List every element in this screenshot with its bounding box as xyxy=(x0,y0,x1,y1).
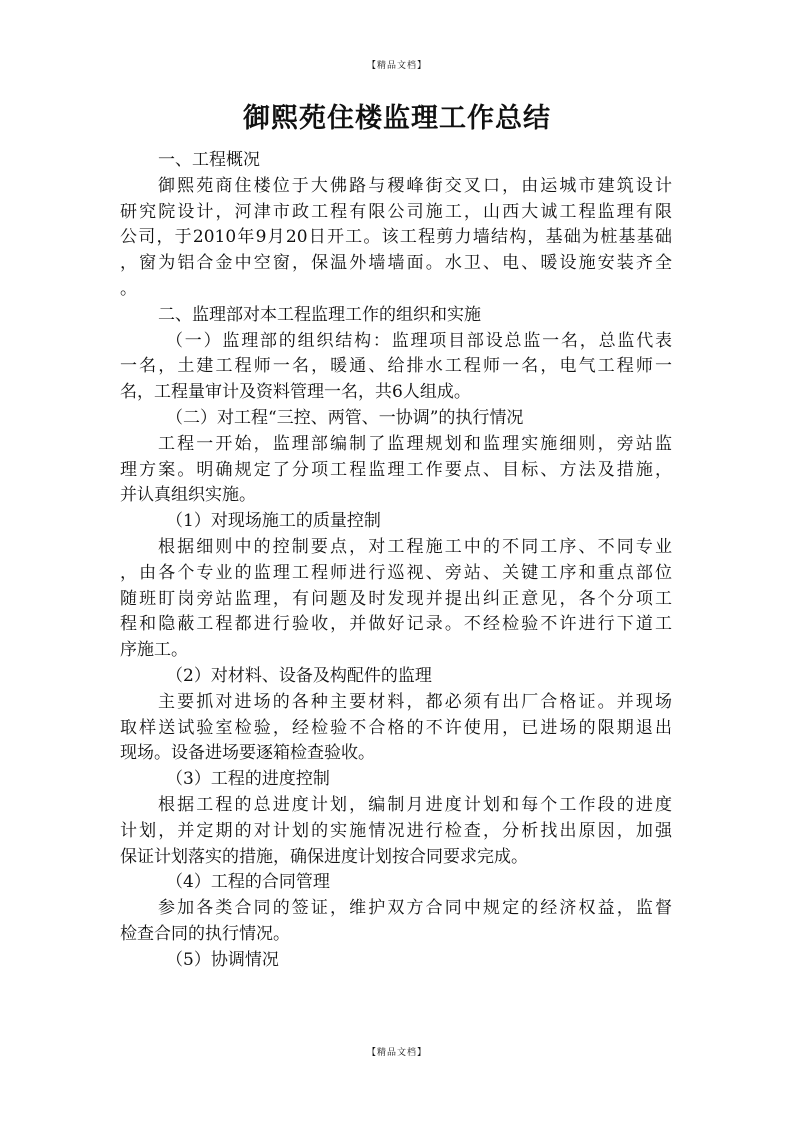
body-line: （一）监理部的组织结构：监理项目部设总监一名，总监代表 xyxy=(166,330,672,351)
footer-watermark: 【精品文档】 xyxy=(366,1048,427,1058)
body-line: 并认真组织实施。 xyxy=(120,485,256,506)
body-line: 一名，土建工程师一名，暖通、给排水工程师一名，电气工程师一 xyxy=(120,356,672,377)
document-title: 御熙苑住楼监理工作总结 xyxy=(243,103,551,134)
document-body xyxy=(120,148,672,974)
body-line: 取样送试验室检验，经检验不合格的不许使用，已进场的限期退出 xyxy=(120,717,672,738)
body-line: 名，工程量审计及资料管理一名，共6人组成。 xyxy=(120,382,471,403)
body-line: 主要抓对进场的各种主要材料，都必须有出厂合格证。并现场 xyxy=(158,691,672,712)
body-line: 根据细则中的控制要点，对工程施工中的不同工序、不同专业 xyxy=(158,536,672,557)
body-line: 理方案。明确规定了分项工程监理工作要点、目标、方法及措施， xyxy=(120,459,672,480)
body-line: 根据工程的总进度计划，编制月进度计划和每个工作段的进度 xyxy=(158,794,672,815)
body-line: 现场。设备进场要逐箱检查验收。 xyxy=(120,743,375,764)
body-line: 计划，并定期的对计划的实施情况进行检查，分析找出原因，加强 xyxy=(120,820,672,841)
body-line: （3）工程的进度控制 xyxy=(166,769,330,790)
body-line: （5）协调情况 xyxy=(166,949,279,970)
body-line: 保证计划落实的措施，确保进度计划按合同要求完成。 xyxy=(120,846,528,867)
body-line: 公司，于2010年9月20日开工。该工程剪力墙结构，基础为桩基基础 xyxy=(120,227,672,248)
body-line: ，窗为铝合金中空窗，保温外墙墙面。水卫、电、暖设施安装齐全 xyxy=(120,253,672,274)
body-line: 一、工程概况 xyxy=(158,150,260,170)
body-line: （2）对材料、设备及构配件的监理 xyxy=(166,665,432,686)
body-line: 检查合同的执行情况。 xyxy=(120,923,290,944)
body-line: 。 xyxy=(120,278,137,299)
body-line: 程和隐蔽工程都进行验收，并做好记录。不经检验不许进行下道工 xyxy=(120,614,672,635)
body-line: 随班盯岗旁站监理，有问题及时发现并提出纠正意见，各个分项工 xyxy=(120,588,672,609)
body-line: 二、监理部对本工程监理工作的组织和实施 xyxy=(158,304,481,325)
header-watermark: 【精品文档】 xyxy=(366,61,427,71)
body-line: 研究院设计，河津市政工程有限公司施工，山西大诚工程监理有限 xyxy=(120,201,672,222)
body-line: 御熙苑商住楼位于大佛路与稷峰街交叉口，由运城市建筑设计 xyxy=(158,175,672,196)
body-line: 参加各类合同的签证，维护双方合同中规定的经济权益，监督 xyxy=(158,898,672,919)
body-line: （1）对现场施工的质量控制 xyxy=(166,511,381,532)
body-line: （二）对工程“三控、两管、一协调”的执行情况 xyxy=(166,407,524,428)
body-line: ，由各个专业的监理工程师进行巡视、旁站、关键工序和重点部位 xyxy=(120,562,672,583)
body-line: （4）工程的合同管理 xyxy=(166,872,330,893)
body-line: 序施工。 xyxy=(120,640,188,661)
body-line: 工程一开始，监理部编制了监理规划和监理实施细则，旁站监 xyxy=(158,433,672,454)
